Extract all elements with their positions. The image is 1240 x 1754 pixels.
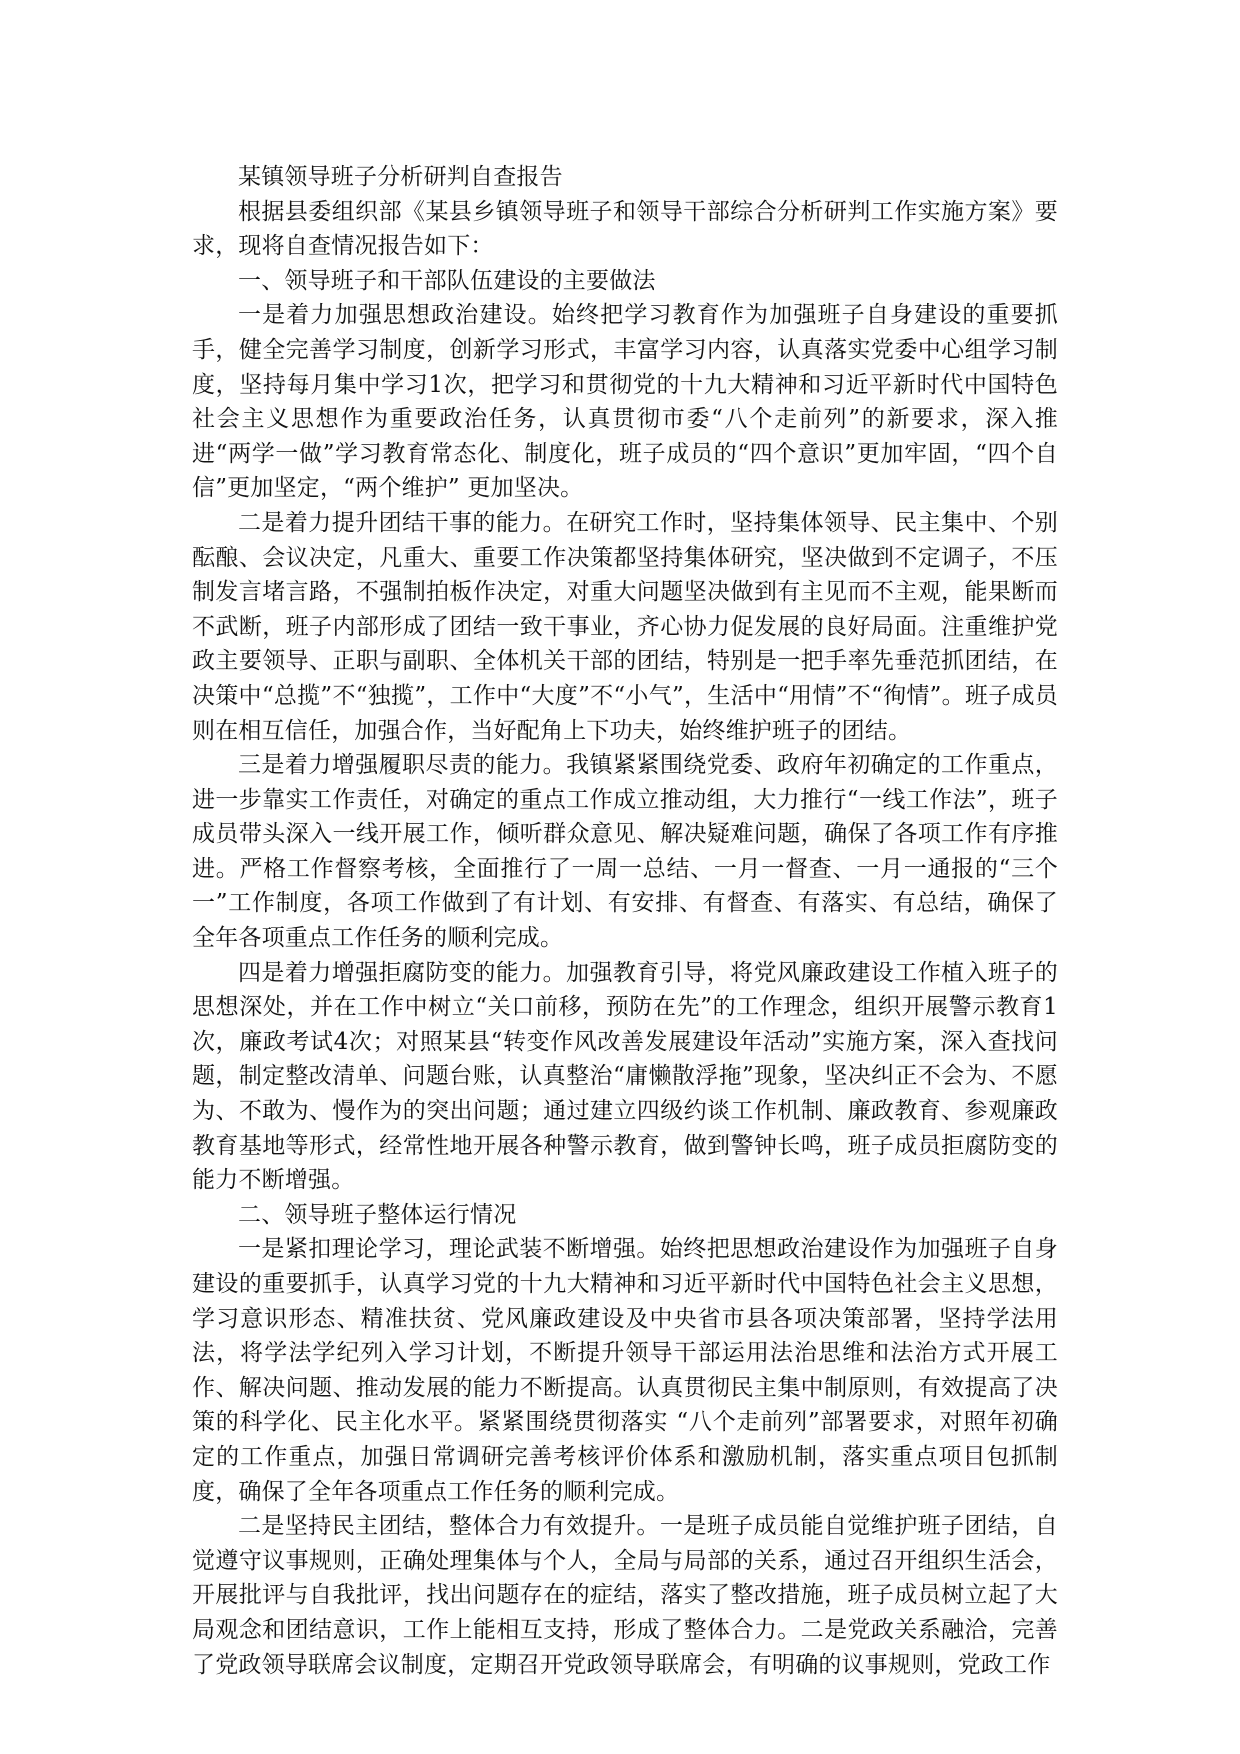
document-title: 某镇领导班子分析研判自查报告 [238, 164, 563, 190]
section-1-paragraph-2: 二是着力提升团结干事的能力。在研究工作时，坚持集体领导、民主集中、个别酝酿、会议决定，凡重大、重要工作决策都坚持集体研究，坚决做到不定调子，不压制发言堵言路，不强制拍板作决定，对重大问题坚决做到有主见而不主观，能果断而不武断，班子内部形成了团结一致干事业，齐心协力促发展的良好局面。注重维护党政主要领导、正职与副职、全体机关干部的团结，特别是一把手率先垂范抓团结，在决策中“总揽”不“独揽”，工作中“大度”不“小气”，生活中“用情”不“徇情”。班子成员则在相互信任，加强合作，当好配角上下功夫，始终维护班子的团结。 [192, 509, 1058, 744]
document-body [192, 160, 1058, 1682]
section-1-paragraph-1: 一是着力加强思想政治建设。始终把学习教育作为加强班子自身建设的重要抓手，健全完善学习制度，创新学习形式，丰富学习内容，认真落实党委中心组学习制度，坚持每月集中学习1次，把学习和贯彻党的十九大精神和习近平新时代中国特色社会主义思想作为重要政治任务，认真贯彻市委“八个走前列”的新要求，深入推进“两学一做”学习教育常态化、制度化，班子成员的“四个意识”更加牢固，“四个自信”更加坚定，“两个维护” 更加坚决。 [192, 302, 1058, 502]
section-1-heading: 一、领导班子和干部队伍建设的主要做法 [238, 267, 656, 294]
section-1-paragraph-3: 三是着力增强履职尽责的能力。我镇紧紧围绕党委、政府年初确定的工作重点，进一步靠实工作责任，对确定的重点工作成立推动组，大力推行“一线工作法”，班子成员带头深入一线开展工作，倾听群众意见、解决疑难问题，确保了各项工作有序推进。严格工作督察考核，全面推行了一周一总结、一月一督查、一月一通报的“三个一”工作制度，各项工作做到了有计划、有安排、有督查、有落实、有总结，确保了全年各项重点工作任务的顺利完成。 [192, 752, 1058, 952]
section-2-paragraph-1: 一是紧扣理论学习，理论武装不断增强。始终把思想政治建设作为加强班子自身建设的重要抓手，认真学习党的十九大精神和习近平新时代中国特色社会主义思想，学习意识形态、精准扶贫、党风廉政建设及中央省市县各项决策部署，坚持学法用法，将学法学纪列入学习计划，不断提升领导干部运用法治思维和法治方式开展工作、解决问题、推动发展的能力不断提高。认真贯彻民主集中制原则，有效提高了决策的科学化、民主化水平。紧紧围绕贯彻落实 “八个走前列”部署要求，对照年初确定的工作重点，加强日常调研完善考核评价体系和激励机制，落实重点项目包抓制度，确保了全年各项重点工作任务的顺利完成。 [192, 1236, 1058, 1505]
section-2-heading: 二、领导班子整体运行情况 [238, 1201, 517, 1228]
section-1-paragraph-4: 四是着力增强拒腐防变的能力。加强教育引导，将党风廉政建设工作植入班子的思想深处，并在工作中树立“关口前移，预防在先”的工作理念，组织开展警示教育1次，廉政考试4次；对照某县“转变作风改善发展建设年活动”实施方案，深入查找问题，制定整改清单、问题台账，认真整治“庸懒散浮拖”现象，坚决纠正不会为、不愿为、不敢为、慢作为的突出问题；通过建立四级约谈工作机制、廉政教育、参观廉政教育基地等形式，经常性地开展各种警示教育，做到警钟长鸣，班子成员拒腐防变的能力不断增强。 [192, 959, 1058, 1194]
section-2-paragraph-2: 二是坚持民主团结，整体合力有效提升。一是班子成员能自觉维护班子团结，自觉遵守议事规则，正确处理集体与个人，全局与局部的关系，通过召开组织生活会，开展批评与自我批评，找出问题存在的症结，落实了整改措施，班子成员树立起了大局观念和团结意识，工作上能相互支持，形成了整体合力。二是党政关系融洽，完善了党政领导联席会议制度，定期召开党政领导联席会，有明确的议事规则，党政工作 [192, 1513, 1058, 1678]
intro-paragraph: 根据县委组织部《某县乡镇领导班子和领导干部综合分析研判工作实施方案》要求，现将自查情况报告如下： [192, 198, 1058, 260]
